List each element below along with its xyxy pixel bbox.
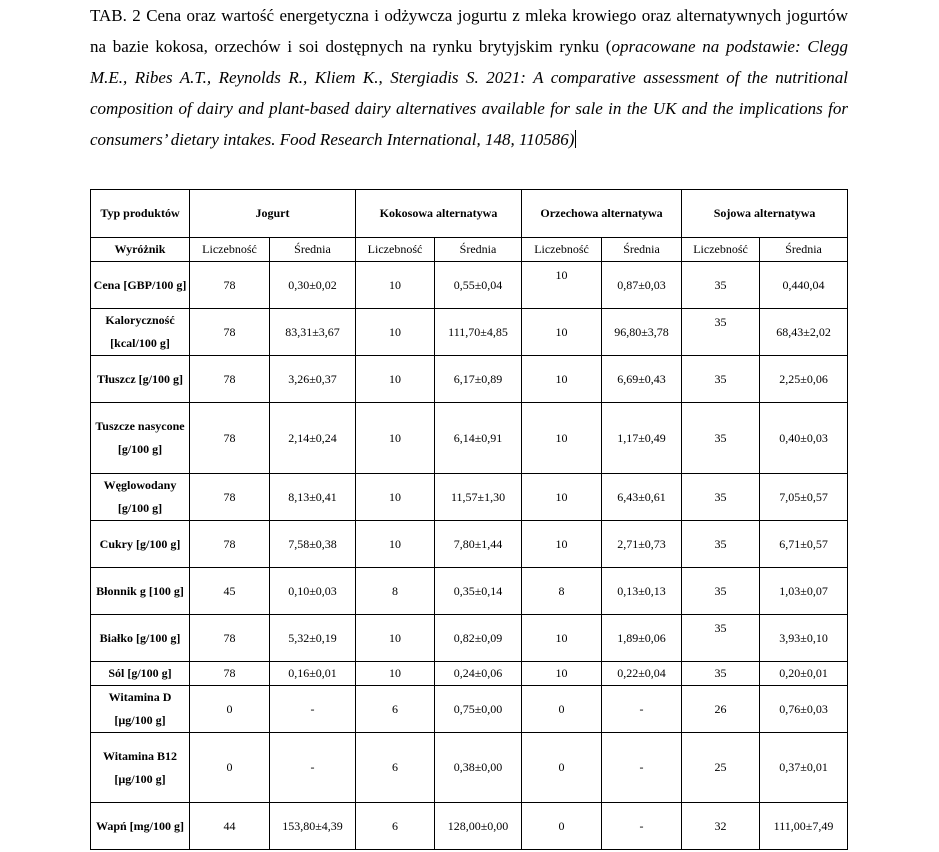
group-header-row xyxy=(91,190,848,238)
table-cell: 0,40±0,03 xyxy=(760,403,848,474)
table-cell: 11,57±1,30 xyxy=(435,474,522,521)
row-label: Tuszcze nasycone [g/100 g] xyxy=(91,403,190,474)
table-cell: 0,75±0,00 xyxy=(435,686,522,733)
table-row xyxy=(91,615,848,662)
table-cell: 78 xyxy=(190,403,270,474)
table-cell: 0,16±0,01 xyxy=(270,662,356,686)
table-cell: 44 xyxy=(190,803,270,850)
row-label: Cukry [g/100 g] xyxy=(91,521,190,568)
table-cell: 10 xyxy=(522,662,602,686)
table-cell: 10 xyxy=(356,615,435,662)
table-cell: 0,13±0,13 xyxy=(602,568,682,615)
table-cell: 10 xyxy=(522,262,602,309)
table-cell: 10 xyxy=(522,403,602,474)
table-cell: 3,93±0,10 xyxy=(760,615,848,662)
table-cell: 26 xyxy=(682,686,760,733)
table-cell: 78 xyxy=(190,356,270,403)
group-header: Jogurt xyxy=(190,190,356,238)
table-cell: 10 xyxy=(522,521,602,568)
corner-label: Typ produktów xyxy=(91,190,190,238)
table-cell: 96,80±3,78 xyxy=(602,309,682,356)
table-row xyxy=(91,662,848,686)
table-cell: 0,76±0,03 xyxy=(760,686,848,733)
table-cell: 10 xyxy=(522,474,602,521)
table-row xyxy=(91,568,848,615)
row-label: Białko [g/100 g] xyxy=(91,615,190,662)
table-cell: 111,00±7,49 xyxy=(760,803,848,850)
table-cell: 78 xyxy=(190,309,270,356)
row-label: Węglowodany [g/100 g] xyxy=(91,474,190,521)
group-header: Sojowa alternatywa xyxy=(682,190,848,238)
table-cell: 35 xyxy=(682,403,760,474)
table-cell: 32 xyxy=(682,803,760,850)
table-cell: - xyxy=(602,686,682,733)
table-cell: 0,35±0,14 xyxy=(435,568,522,615)
table-cell: 0 xyxy=(522,803,602,850)
table-cell: 0,55±0,04 xyxy=(435,262,522,309)
table-cell: 1,89±0,06 xyxy=(602,615,682,662)
table-cell: 10 xyxy=(356,309,435,356)
row-label: Tłuszcz [g/100 g] xyxy=(91,356,190,403)
table-cell: 6,14±0,91 xyxy=(435,403,522,474)
table-cell: 78 xyxy=(190,262,270,309)
table-cell: 0,440,04 xyxy=(760,262,848,309)
subheader: Średnia xyxy=(760,238,848,262)
table-cell: 35 xyxy=(682,356,760,403)
table-cell: 0,24±0,06 xyxy=(435,662,522,686)
row-label: Witamina D [µg/100 g] xyxy=(91,686,190,733)
table-cell: 1,17±0,49 xyxy=(602,403,682,474)
subheader: Średnia xyxy=(602,238,682,262)
table-cell: 0,22±0,04 xyxy=(602,662,682,686)
subheader: Liczebność xyxy=(190,238,270,262)
table-cell: 111,70±4,85 xyxy=(435,309,522,356)
table-cell: 78 xyxy=(190,521,270,568)
row-label: Sól [g/100 g] xyxy=(91,662,190,686)
subheader-row xyxy=(91,238,848,262)
table-cell: 78 xyxy=(190,662,270,686)
row-label: Cena [GBP/100 g] xyxy=(91,262,190,309)
table-row xyxy=(91,309,848,356)
table-cell: 35 xyxy=(682,521,760,568)
table-cell: 0,38±0,00 xyxy=(435,733,522,803)
table-cell: 6 xyxy=(356,733,435,803)
table-row xyxy=(91,803,848,850)
table-cell: 10 xyxy=(356,356,435,403)
table-cell: 0,10±0,03 xyxy=(270,568,356,615)
table-cell: 78 xyxy=(190,615,270,662)
table-cell: 10 xyxy=(522,356,602,403)
table-cell: - xyxy=(602,803,682,850)
table-cell: 10 xyxy=(522,615,602,662)
table-cell: 2,14±0,24 xyxy=(270,403,356,474)
table-row xyxy=(91,733,848,803)
table-cell: 7,80±1,44 xyxy=(435,521,522,568)
table-cell: 35 xyxy=(682,662,760,686)
subheader: Liczebność xyxy=(522,238,602,262)
row-label: Błonnik g [100 g] xyxy=(91,568,190,615)
table-row xyxy=(91,521,848,568)
subheader: Średnia xyxy=(270,238,356,262)
table-cell: 8,13±0,41 xyxy=(270,474,356,521)
group-header: Orzechowa alternatywa xyxy=(522,190,682,238)
table-cell: 0,30±0,02 xyxy=(270,262,356,309)
table-cell: - xyxy=(270,733,356,803)
table-cell: 2,25±0,06 xyxy=(760,356,848,403)
table-cell: 6 xyxy=(356,686,435,733)
table-caption xyxy=(90,0,848,155)
row-label: Kaloryczność [kcal/100 g] xyxy=(91,309,190,356)
table-cell: 45 xyxy=(190,568,270,615)
table-cell: 0 xyxy=(190,733,270,803)
table-cell: 0,82±0,09 xyxy=(435,615,522,662)
subheader: Liczebność xyxy=(682,238,760,262)
table-cell: 83,31±3,67 xyxy=(270,309,356,356)
table-cell: - xyxy=(602,733,682,803)
table-cell: 78 xyxy=(190,474,270,521)
table-cell: 10 xyxy=(356,662,435,686)
table-cell: 6,43±0,61 xyxy=(602,474,682,521)
table-cell: 0,87±0,03 xyxy=(602,262,682,309)
nutrition-table xyxy=(90,189,848,850)
table-cell: 35 xyxy=(682,309,760,356)
table-cell: 6 xyxy=(356,803,435,850)
table-cell: 25 xyxy=(682,733,760,803)
table-cell: 1,03±0,07 xyxy=(760,568,848,615)
table-cell: 6,17±0,89 xyxy=(435,356,522,403)
table-cell: 5,32±0,19 xyxy=(270,615,356,662)
subheader-label: Wyróżnik xyxy=(91,238,190,262)
subheader: Średnia xyxy=(435,238,522,262)
table-cell: 0,20±0,01 xyxy=(760,662,848,686)
table-cell: 35 xyxy=(682,474,760,521)
table-cell: - xyxy=(270,686,356,733)
table-cell: 128,00±0,00 xyxy=(435,803,522,850)
table-cell: 8 xyxy=(522,568,602,615)
table-cell: 35 xyxy=(682,262,760,309)
table-cell: 0 xyxy=(522,686,602,733)
table-cell: 7,58±0,38 xyxy=(270,521,356,568)
table-cell: 0,37±0,01 xyxy=(760,733,848,803)
caption-title: TAB. 2 Cena oraz wartość energetyczna i odżywcza jogurtu z mleka krowiego oraz alternatywnych jogurtów na bazie kokosa, orzechów i soi dostępnych na rynku brytyjskim rynku ( xyxy=(90,6,848,56)
group-header: Kokosowa alternatywa xyxy=(356,190,522,238)
table-cell: 10 xyxy=(356,262,435,309)
table-cell: 10 xyxy=(356,403,435,474)
table-cell: 0 xyxy=(522,733,602,803)
table-cell: 6,69±0,43 xyxy=(602,356,682,403)
table-cell: 10 xyxy=(356,474,435,521)
table-row xyxy=(91,356,848,403)
table-cell: 0 xyxy=(190,686,270,733)
text-cursor xyxy=(575,130,576,148)
table-cell: 153,80±4,39 xyxy=(270,803,356,850)
table-row xyxy=(91,474,848,521)
table-row xyxy=(91,262,848,309)
subheader: Liczebność xyxy=(356,238,435,262)
row-label: Wapń [mg/100 g] xyxy=(91,803,190,850)
table-cell: 3,26±0,37 xyxy=(270,356,356,403)
table-cell: 7,05±0,57 xyxy=(760,474,848,521)
table-cell: 35 xyxy=(682,615,760,662)
table-row xyxy=(91,686,848,733)
table-cell: 68,43±2,02 xyxy=(760,309,848,356)
row-label: Witamina B12 [µg/100 g] xyxy=(91,733,190,803)
table-body xyxy=(91,190,848,850)
table-row xyxy=(91,403,848,474)
table-cell: 10 xyxy=(522,309,602,356)
table-cell: 6,71±0,57 xyxy=(760,521,848,568)
caption-source: opracowane na podstawie: Clegg M.E., Ribes A.T., Reynolds R., Kliem K., Stergiadis S. 2021: A comparative assessment of the nutritional composition of dairy and plant-based dairy alternatives available for sale in the UK and the implications for consumers’ dietary intakes. Food Research International, 148, 110586) xyxy=(90,37,848,149)
table-cell: 35 xyxy=(682,568,760,615)
table-cell: 2,71±0,73 xyxy=(602,521,682,568)
table-cell: 10 xyxy=(356,521,435,568)
table-cell: 8 xyxy=(356,568,435,615)
